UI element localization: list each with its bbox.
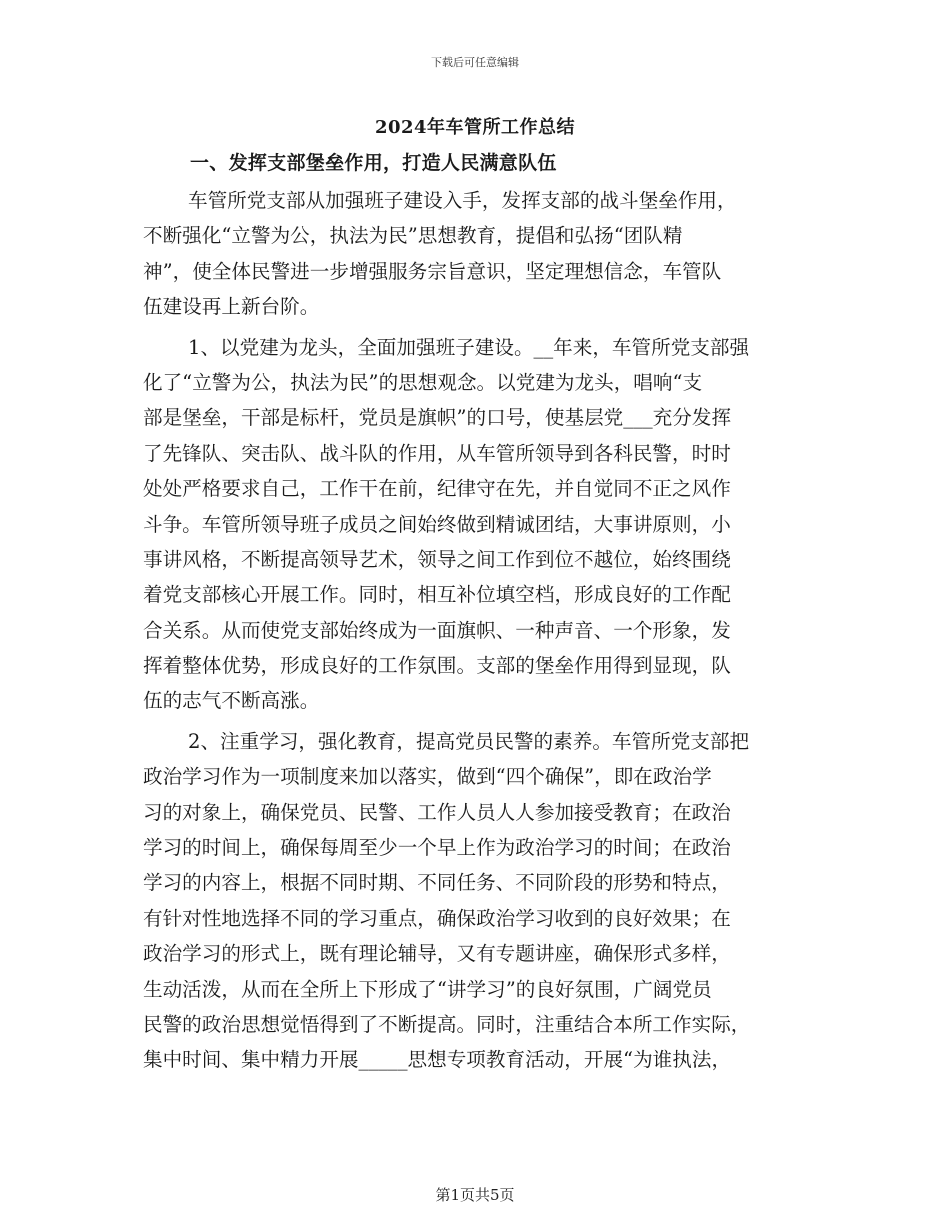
- paragraph: [143, 330, 813, 719]
- text-line: 车管所党支部从加强班子建设入手，发挥支部的战斗堡垒作用，: [188, 189, 737, 212]
- text-line: 学习的内容上，根据不同时期、不同任务、不同阶段的形势和特点，: [143, 871, 731, 895]
- text-line: 神”，使全体民警进一步增强服务宗旨意识，坚定理想信念，车管队: [143, 259, 722, 283]
- text-line: 事讲风格，不断提高领导艺术，领导之间工作到位不越位，始终围绕: [143, 547, 731, 571]
- page-footer: 第1页共5页: [435, 1186, 515, 1204]
- text-line: 习的对象上，确保党员、民警、工作人员人人参加接受教育；在政治: [143, 800, 731, 824]
- text-line: 了先锋队、突击队、战斗队的作用，从车管所领导到各科民警，时时: [143, 441, 731, 465]
- text-line: 伍的志气不断高涨。: [143, 689, 320, 713]
- text-line: 民警的政治思想觉悟得到了不断提高。同时，注重结合本所工作实际，: [143, 1012, 751, 1036]
- text-line: 1、以党建为龙头，全面加强班子建设。__年来，车管所党支部强: [188, 335, 750, 359]
- text-line: 政治学习作为一项制度来加以落实，做到“四个确保”，即在政治学: [143, 765, 712, 789]
- header-note: 下载后可任意编辑: [431, 56, 519, 69]
- document-title: 2024年车管所工作总结: [374, 117, 576, 138]
- text-line: 生动活泼，从而在全所上下形成了“讲学习”的良好氛围，广阔党员: [143, 977, 712, 1001]
- text-line: 挥着整体优势，形成良好的工作氛围。支部的堡垒作用得到显现，队: [143, 654, 731, 678]
- text-line: 部是堡垒，干部是标杆，党员是旗帜”的口号，使基层党___充分发挥: [143, 406, 732, 430]
- text-line: 伍建设再上新台阶。: [143, 295, 320, 319]
- text-line: 政治学习的形式上，既有理论辅导，又有专题讲座，确保形式多样，: [143, 942, 731, 966]
- section-heading: 一、发挥支部堡垒作用，打造人民满意队伍: [190, 152, 557, 174]
- text-line: 有针对性地选择不同的学习重点，确保政治学习收到的良好效果；在: [143, 906, 731, 930]
- text-line: 集中时间、集中精力开展_____思想专项教育活动，开展“为谁执法，: [143, 1048, 732, 1072]
- text-line: 着党支部核心开展工作。同时，相互补位填空档，形成良好的工作配: [143, 583, 731, 607]
- text-line: 学习的时间上，确保每周至少一个早上作为政治学习的时间；在政治: [143, 836, 731, 860]
- text-line: 2、注重学习，强化教育，提高党员民警的素养。车管所党支部把: [188, 729, 750, 753]
- text-line: 合关系。从而使党支部始终成为一面旗帜、一种声音、一个形象，发: [143, 618, 731, 642]
- text-line: 斗争。车管所领导班子成员之间始终做到精诚团结，大事讲原则，小: [143, 512, 731, 536]
- paragraph: [143, 183, 813, 325]
- document-body: [143, 183, 813, 1078]
- text-line: 不断强化“立警为公，执法为民”思想教育，提倡和弘扬“团队精: [143, 224, 683, 248]
- paragraph: [143, 724, 813, 1078]
- text-line: 化了“立警为公，执法为民”的思想观念。以党建为龙头，唱响“支: [143, 370, 703, 394]
- text-line: 处处严格要求自己，工作干在前，纪律守在先，并自觉同不正之风作: [143, 477, 731, 501]
